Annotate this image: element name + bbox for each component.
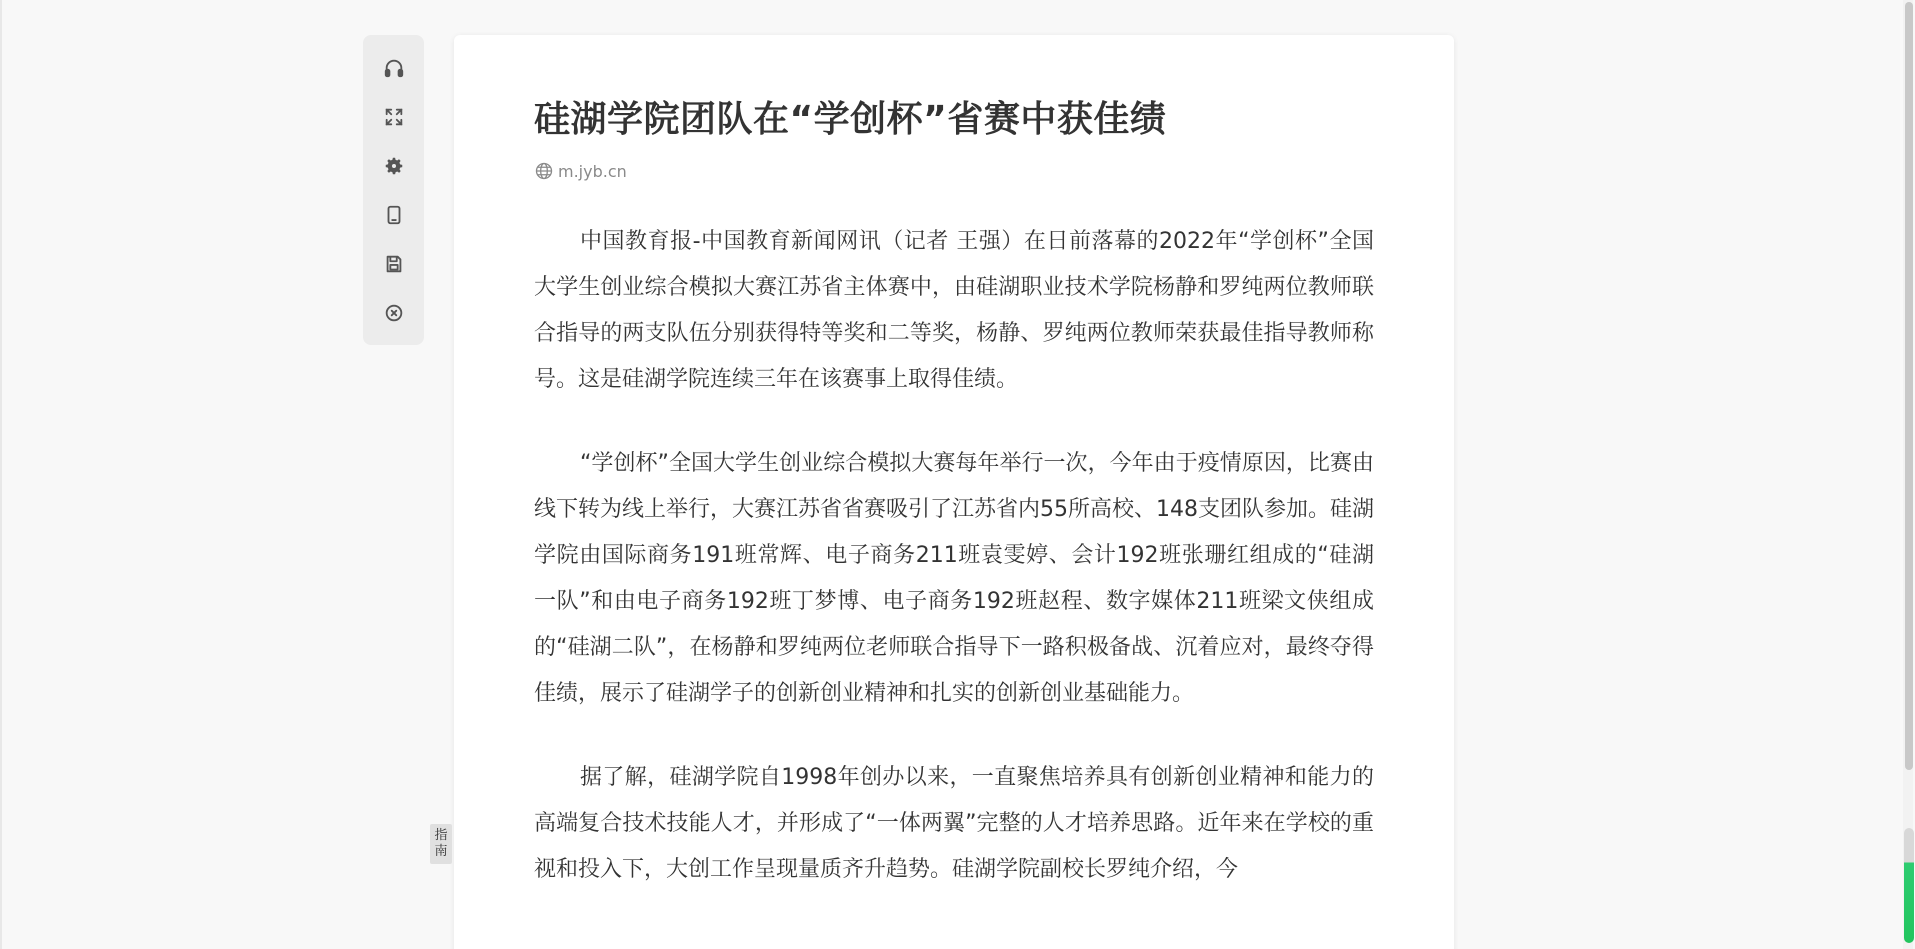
listen-button[interactable] (376, 50, 412, 85)
globe-icon (534, 161, 554, 181)
headphones-icon (383, 57, 405, 79)
fullscreen-button[interactable] (376, 99, 412, 134)
save-icon (383, 253, 405, 275)
window-edge (0, 0, 2, 949)
article-paragraph: 中国教育报-中国教育新闻网讯（记者 王强）在日前落幕的2022年“学创杯”全国大学生创业综合模拟大赛江苏省主体赛中，由硅湖职业技术学院杨静和罗纯两位教师联合指导的两支队伍分别获得特等奖和二等奖，杨静、罗纯两位教师荣获最佳指导教师称号。这是硅湖学院连续三年在该赛事上取得佳绩。 (534, 229, 1374, 393)
article-paragraph: 据了解，硅湖学院自1998年创办以来，一直聚焦培养具有创新创业精神和能力的高端复合技术技能人才，并形成了“一体两翼”完整的人才培养思路。近年来在学校的重视和投入下，大创工作呈现量质齐升趋势。硅湖学院副校长罗纯介绍，今 (534, 765, 1374, 883)
save-button[interactable] (376, 247, 412, 282)
guide-tab-char: 指 (434, 828, 448, 843)
article-source (534, 161, 1374, 181)
reading-progress-indicator (1904, 828, 1914, 943)
exit-reader-button[interactable] (376, 296, 412, 331)
scrollbar-thumb[interactable] (1905, 2, 1913, 770)
article-card (454, 35, 1454, 949)
fullscreen-icon (383, 106, 405, 128)
mobile-view-button[interactable] (376, 198, 412, 233)
tablet-icon (383, 204, 405, 226)
settings-button[interactable] (376, 148, 412, 183)
guide-tab-char: 南 (434, 844, 448, 859)
source-domain[interactable]: m.jyb.cn (558, 161, 627, 181)
reader-toolbar (363, 35, 424, 345)
gear-icon (383, 155, 405, 177)
guide-tab[interactable] (430, 824, 452, 864)
article-body (534, 219, 1374, 893)
article-paragraph: “学创杯”全国大学生创业综合模拟大赛每年举行一次，今年由于疫情原因，比赛由线下转为线上举行，大赛江苏省省赛吸引了江苏省内55所高校、148支团队参加。硅湖学院由国际商务191班常辉、电子商务211班袁雯婷、会计192班张珊红组成的“硅湖一队”和由电子商务192班丁梦博、电子商务192班赵程、数字媒体211班梁文侠组成的“硅湖二队”，在杨静和罗纯两位老师联合指导下一路积极备战、沉着应对，最终夺得佳绩，展示了硅湖学子的创新创业精神和扎实的创新创业基础能力。 (534, 451, 1374, 707)
close-icon (383, 302, 405, 324)
article-title: 硅湖学院团队在“学创杯”省赛中获佳绩 (534, 99, 1167, 140)
